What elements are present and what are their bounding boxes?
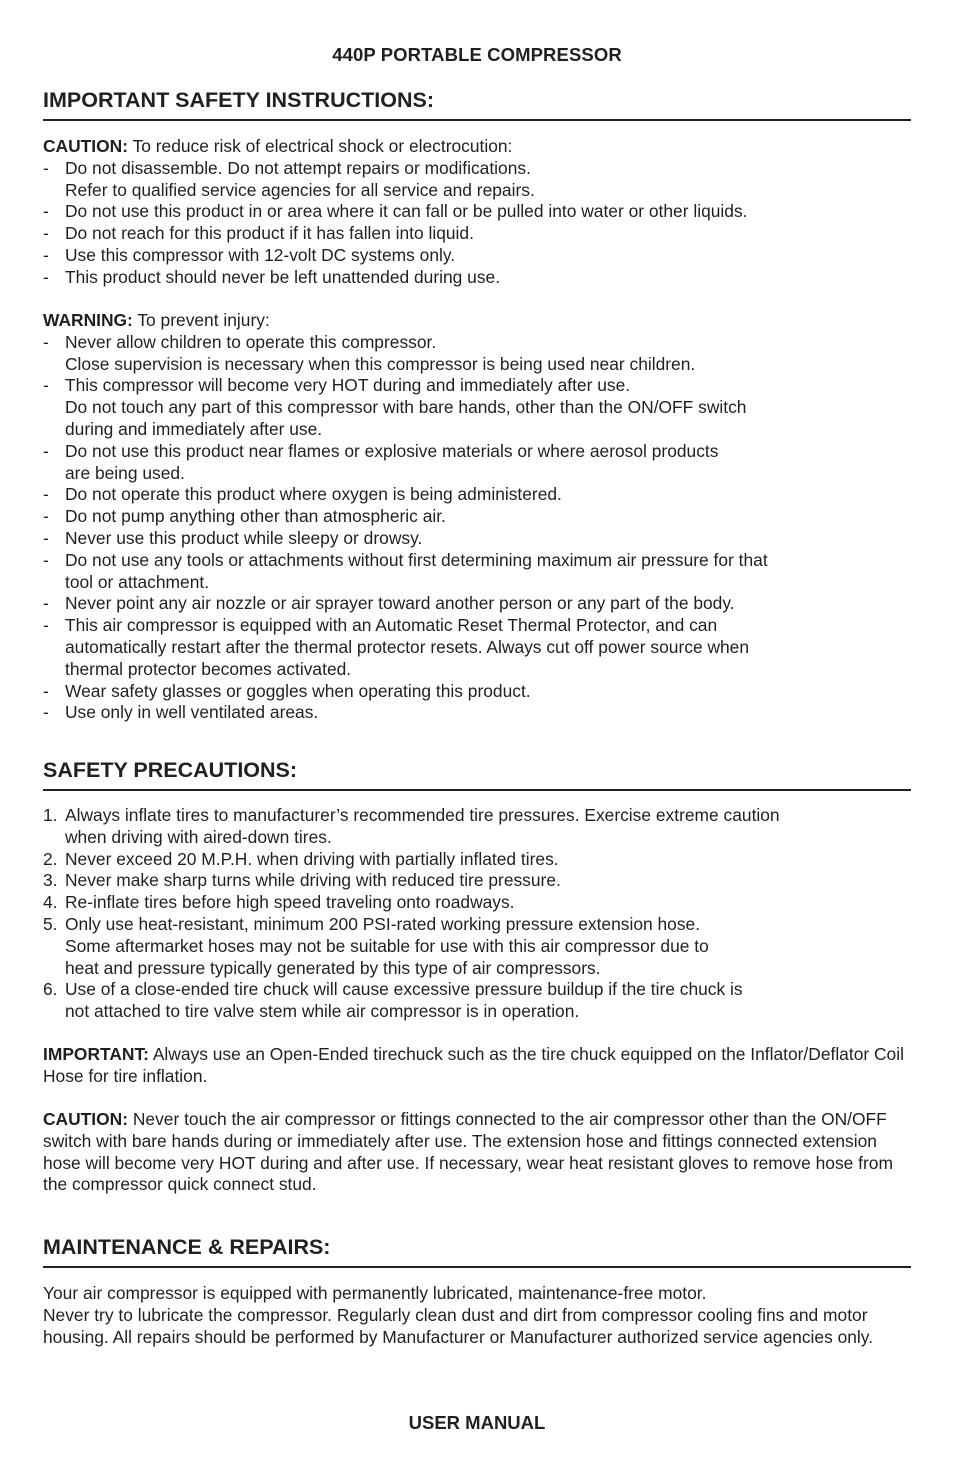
precautions-list xyxy=(43,805,911,1023)
maintenance-line: Never try to lubricate the compressor. Regularly clean dust and dirt from compressor cooling fins and motor housing. All repairs should be performed by Manufacturer or Manufacturer authorized service agencies only. xyxy=(43,1304,874,1347)
warning-lead xyxy=(43,310,911,332)
warning-list xyxy=(43,332,911,724)
maintenance-section xyxy=(43,1237,911,1268)
safety-instructions-section xyxy=(43,90,911,121)
list-item: 5. Only use heat-resistant, minimum 200 PSI-rated working pressure extension hose. Some aftermarket hoses may not be suitable for use with this air compressor due to heat and pressure typically generated by this type of air compressors. xyxy=(43,913,709,978)
precautions-block xyxy=(43,805,911,1023)
important-text: Always use an Open-Ended tirechuck such as the tire chuck equipped on the Inflator/Deflator Coil Hose for tire inflation. xyxy=(43,1044,904,1086)
list-item: 3. Never make sharp turns while driving with reduced tire pressure. xyxy=(43,870,561,891)
list-item: - This product should never be left unattended during use. xyxy=(43,266,501,287)
list-item: - Use this compressor with 12-volt DC systems only. xyxy=(43,244,456,265)
important-label: IMPORTANT: xyxy=(43,1044,149,1064)
caution-label: CAUTION: xyxy=(43,136,129,156)
list-item: - Use only in well ventilated areas. xyxy=(43,702,319,723)
list-item: - Never use this product while sleepy or drowsy. xyxy=(43,527,423,548)
footer-label: USER MANUAL xyxy=(408,1412,546,1433)
caution-note-label: CAUTION: xyxy=(43,1109,129,1129)
list-item: - Do not pump anything other than atmospheric air. xyxy=(43,506,446,527)
list-item: - Never allow children to operate this compressor. Close supervision is necessary when this compressor is being used near children. xyxy=(43,331,696,374)
list-item: - Do not use this product in or area where it can fall or be pulled into water or other liquids. xyxy=(43,201,748,222)
caution-block xyxy=(43,136,911,289)
list-item: - Do not reach for this product if it has fallen into liquid. xyxy=(43,223,474,244)
list-item: 1. Always inflate tires to manufacturer’s recommended tire pressures. Exercise extreme caution when driving with aired-down tires. xyxy=(43,805,780,847)
list-item: - Do not disassemble. Do not attempt repairs or modifications. Refer to qualified service agencies for all service and repairs. xyxy=(43,157,535,200)
caution-lead xyxy=(43,136,911,158)
list-item: - Do not use this product near flames or explosive materials or where aerosol products are being used. xyxy=(43,440,719,483)
maintenance-text xyxy=(43,1283,911,1348)
document-title: 440P PORTABLE COMPRESSOR xyxy=(332,44,622,65)
list-item: - Never point any air nozzle or air sprayer toward another person or any part of the body. xyxy=(43,593,735,614)
important-note xyxy=(43,1044,911,1088)
safety-precautions-section xyxy=(43,760,911,791)
list-item: - Do not operate this product where oxygen is being administered. xyxy=(43,484,562,505)
list-item: 2. Never exceed 20 M.P.H. when driving with partially inflated tires. xyxy=(43,848,559,869)
warning-label: WARNING: xyxy=(43,310,133,330)
caution-list xyxy=(43,158,911,289)
list-item: - Do not use any tools or attachments without first determining maximum air pressure for that tool or attachment. xyxy=(43,549,768,592)
caution-note xyxy=(43,1109,911,1196)
list-item: 4. Re-inflate tires before high speed traveling onto roadways. xyxy=(43,892,515,913)
maintenance-heading: MAINTENANCE & REPAIRS: xyxy=(43,1237,911,1268)
list-item: - This air compressor is equipped with an Automatic Reset Thermal Protector, and can automatically restart after the thermal protector resets. Always cut off power source when thermal protector becomes activated. xyxy=(43,615,750,679)
safety-instructions-heading: IMPORTANT SAFETY INSTRUCTIONS: xyxy=(43,90,911,121)
maintenance-line: Your air compressor is equipped with permanently lubricated, maintenance-free motor. xyxy=(43,1283,707,1303)
warning-block xyxy=(43,310,911,724)
list-item: - Wear safety glasses or goggles when operating this product. xyxy=(43,680,531,701)
caution-note-text: Never touch the air compressor or fittings connected to the air compressor other than the ON/OFF switch with bare hands during or immediately after use. The extension hose and fittings connected extension hose will become very HOT during and after use. If necessary, wear heat resistant gloves to remove hose from the compressor quick connect stud. xyxy=(43,1109,893,1195)
caution-intro: To reduce risk of electrical shock or electrocution: xyxy=(128,136,513,156)
list-item: 6. Use of a close-ended tire chuck will cause excessive pressure buildup if the tire chuck is not attached to tire valve stem while air compressor is in operation. xyxy=(43,979,743,1022)
warning-intro: To prevent injury: xyxy=(132,310,270,330)
list-item: - This compressor will become very HOT during and immediately after use. Do not touch any part of this compressor with bare hands, other than the ON/OFF switch during and immediately after use. xyxy=(43,375,747,439)
safety-precautions-heading: SAFETY PRECAUTIONS: xyxy=(43,760,911,791)
